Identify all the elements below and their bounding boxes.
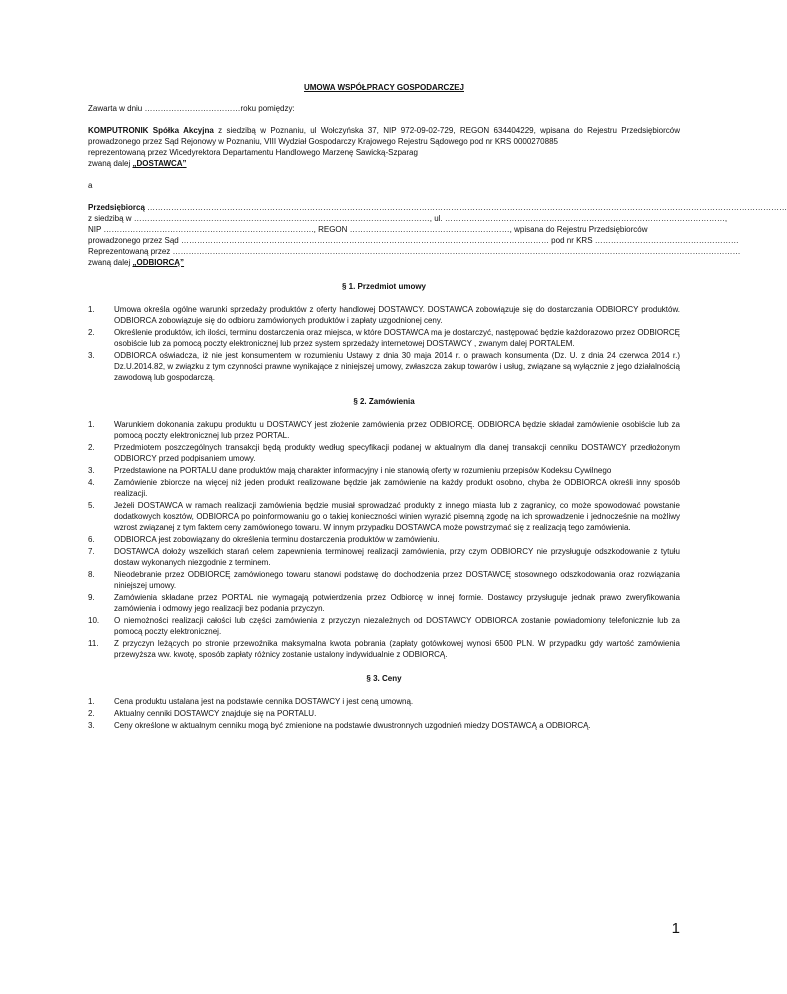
- document-body: [88, 82, 787, 732]
- recipient-label: Przedsiębiorcą: [88, 203, 145, 212]
- list-item: 2. Aktualny cenniki DOSTAWCY znajduje się na PORTALU.: [88, 709, 317, 718]
- list-item: 11. Z przyczyn leżących po stronie przewoźnika maksymalna kwota pobrania (zapłaty gotówkowej wynosi 6500 PLN. W przypadku gdy wartość zamówienia przewyższa ww. kwotę, sposób zapłaty różnicy zostanie ustalony indywidualnie z ODBIORCĄ.: [88, 639, 680, 659]
- recipient-line1-dots: ……………………………………………………………………………………………………………………………………………………………………………………………………………………: [147, 203, 787, 212]
- page-number: 1: [671, 920, 680, 937]
- list-item: 2. Określenie produktów, ich ilości, terminu dostarczenia oraz miejsca, w które DOSTAWCA ma je dostarczyć, następować będzie każdorazowo przez ODBIORCĘ osobiście lub za pomocą poczty elektronicznej lub przez system sprzedaży internetowej DOSTAWCY , zwanym dalej PORTALEM.: [88, 328, 680, 348]
- supplier-called-prefix: zwaną dalej: [88, 159, 133, 168]
- recipient-called-prefix: zwaną dalej: [88, 258, 133, 267]
- document-title: UMOWA WSPÓŁPRACY GOSPODARCZEJ: [303, 83, 464, 92]
- list-item: 7. DOSTAWCA dołoży wszelkich starań celem zapewnienia terminowej realizacji zamówienia, przy czym ODBIORCY nie przysługuje odszkodowanie z tytułu dostaw wykonanych niezgodnie z terminem.: [88, 547, 680, 567]
- recipient-line4: prowadzonego przez Sąd ………………………………………………………………………………………………………………………… pod nr KRS ………………………………………………: [88, 236, 739, 245]
- list-item: 3. Przedstawione na PORTALU dane produktów mają charakter informacyjny i nie stanowią oferty w rozumieniu przepisów Kodeksu Cywilnego: [88, 466, 612, 475]
- supplier-called: „DOSTAWCA”: [132, 159, 187, 168]
- and-word: a: [88, 181, 93, 190]
- supplier-block: [88, 125, 680, 169]
- list-item: 1. Warunkiem dokonania zakupu produktu u DOSTAWCY jest złożenie zamówienia przez ODBIORCĘ. ODBIORCA będzie składał zamówienie osobiście lub za pomocą poczty elektronicznej lub przez PORTAL.: [88, 420, 680, 440]
- supplier-details: z siedzibą w Poznaniu, ul Wołczyńska 37, NIP 972-09-02-729, REGON 634404229, wpisana do Rejestru Przedsiębiorców prowadzonego przez Sąd Rejonowy w Poznaniu, VIII Wydział Gospodarczy Krajowego Rejestru Sądowego pod nr KRS 0000270885: [88, 126, 680, 146]
- supplier-name: KOMPUTRONIK Spółka Akcyjna: [88, 126, 214, 135]
- section-heading: § 3. Ceny: [366, 674, 402, 683]
- list-item: 1. Cena produktu ustalana jest na podstawie cennika DOSTAWCY i jest ceną umowną.: [88, 697, 414, 706]
- section-heading: § 1. Przedmiot umowy: [341, 282, 427, 291]
- recipient-line5: Reprezentowaną przez ……………………………………………………………………………………………………………………………………………………………………………………………: [88, 247, 741, 256]
- section-2-list: [88, 419, 680, 660]
- list-item: 5. Jeżeli DOSTAWCA w ramach realizacji zamówienia będzie musiał sprowadzać produkty z innego miasta lub z zagranicy, co może spowodować powstanie dodatkowych kosztów, ODBIORCA po poinformowaniu go o takiej konieczności winien wyrazić pisemną zgodę na ich sprowadzenie i jednocześnie na możliwy wzrost związanej z tym faktem ceny zamówionego towaru. W innym przypadku DOSTAWCA może powstrzymać się z realizacją tego zamówienia.: [88, 501, 680, 532]
- list-item: 9. Zamówienia składane przez PORTAL nie wymagają potwierdzenia przez Odbiorcę w innej formie. Dostawcy przysługuje jednak prawo zweryfikowania zamówienia i odmowy jego realizacji bez podania przyczyn.: [88, 593, 680, 613]
- intro-line: Zawarta w dniu ………………………………roku pomiędzy:: [88, 104, 295, 113]
- supplier-represented: reprezentowaną przez Wicedyrektora Departamentu Handlowego Marzenę Sawicką-Szparag: [88, 148, 418, 157]
- list-item: 10. O niemożności realizacji całości lub części zamówienia z przyczyn niezależnych od DOSTAWCY ODBIORCA zostanie powiadomiony telefonicznie lub za pomocą poczty elektronicznej.: [88, 616, 680, 636]
- recipient-block: [88, 202, 787, 268]
- section-1-list: [88, 304, 680, 383]
- recipient-line2: z siedzibą w …………………………………………………………………………………………………, ul. ……………………………………………………………………………………………,: [88, 214, 728, 223]
- list-item: 3. Ceny określone w aktualnym cenniku mogą być zmienione na podstawie dwustronnych uzgodnień miedzy DOSTAWCĄ a ODBIORCĄ.: [88, 721, 591, 730]
- list-item: 3. ODBIORCA oświadcza, iż nie jest konsumentem w rozumieniu Ustawy z dnia 30 maja 2014 r. o prawach konsumenta (Dz. U. z dnia 24 czerwca 2014 r.) Dz.U.2014.82, w związku z tym czynności prawne wynikające z niniejszej umowy, zwłaszcza zakup towarów i usług, związane są wyłącznie z jego działalnością zawodową lub gospodarczą.: [88, 351, 680, 382]
- recipient-called: „ODBIORCĄ”: [132, 258, 185, 267]
- list-item: 8. Nieodebranie przez ODBIORCĘ zamówionego towaru stanowi podstawę do dochodzenia przez DOSTAWCĘ stosownego odszkodowania oraz rozwiązania niniejszej umowy.: [88, 570, 680, 590]
- list-item: 4. Zamówienie zbiorcze na więcej niż jeden produkt realizowane będzie jak zamówienie na każdy produkt osobno, chyba że ODBIORCA określi inny sposób realizacji.: [88, 478, 680, 498]
- list-item: 6. ODBIORCA jest zobowiązany do określenia terminu dostarczenia produktów w zamówieniu.: [88, 535, 440, 544]
- list-item: 2. Przedmiotem poszczególnych transakcji będą produkty według specyfikacji podanej w aktualnym dla danej transakcji cenniku DOSTAWCY przedłożonym ODBIORCY przed podpisaniem umowy.: [88, 443, 680, 463]
- section-3-list: [88, 696, 680, 731]
- section-heading: § 2. Zamówienia: [353, 397, 415, 406]
- list-item: 1. Umowa określa ogólne warunki sprzedaży produktów z oferty handlowej DOSTAWCY. DOSTAWCA zobowiązuje się do dostarczania ODBIORCY produktów. ODBIORCA zobowiązuje się do odbioru zamówionych produktów i zapłaty uzgodnionej ceny.: [88, 305, 680, 325]
- recipient-line3: NIP ……………………………………………………………………., REGON ……………………………………………………, wpisana do Rejestru Przedsiębiorców: [88, 225, 648, 234]
